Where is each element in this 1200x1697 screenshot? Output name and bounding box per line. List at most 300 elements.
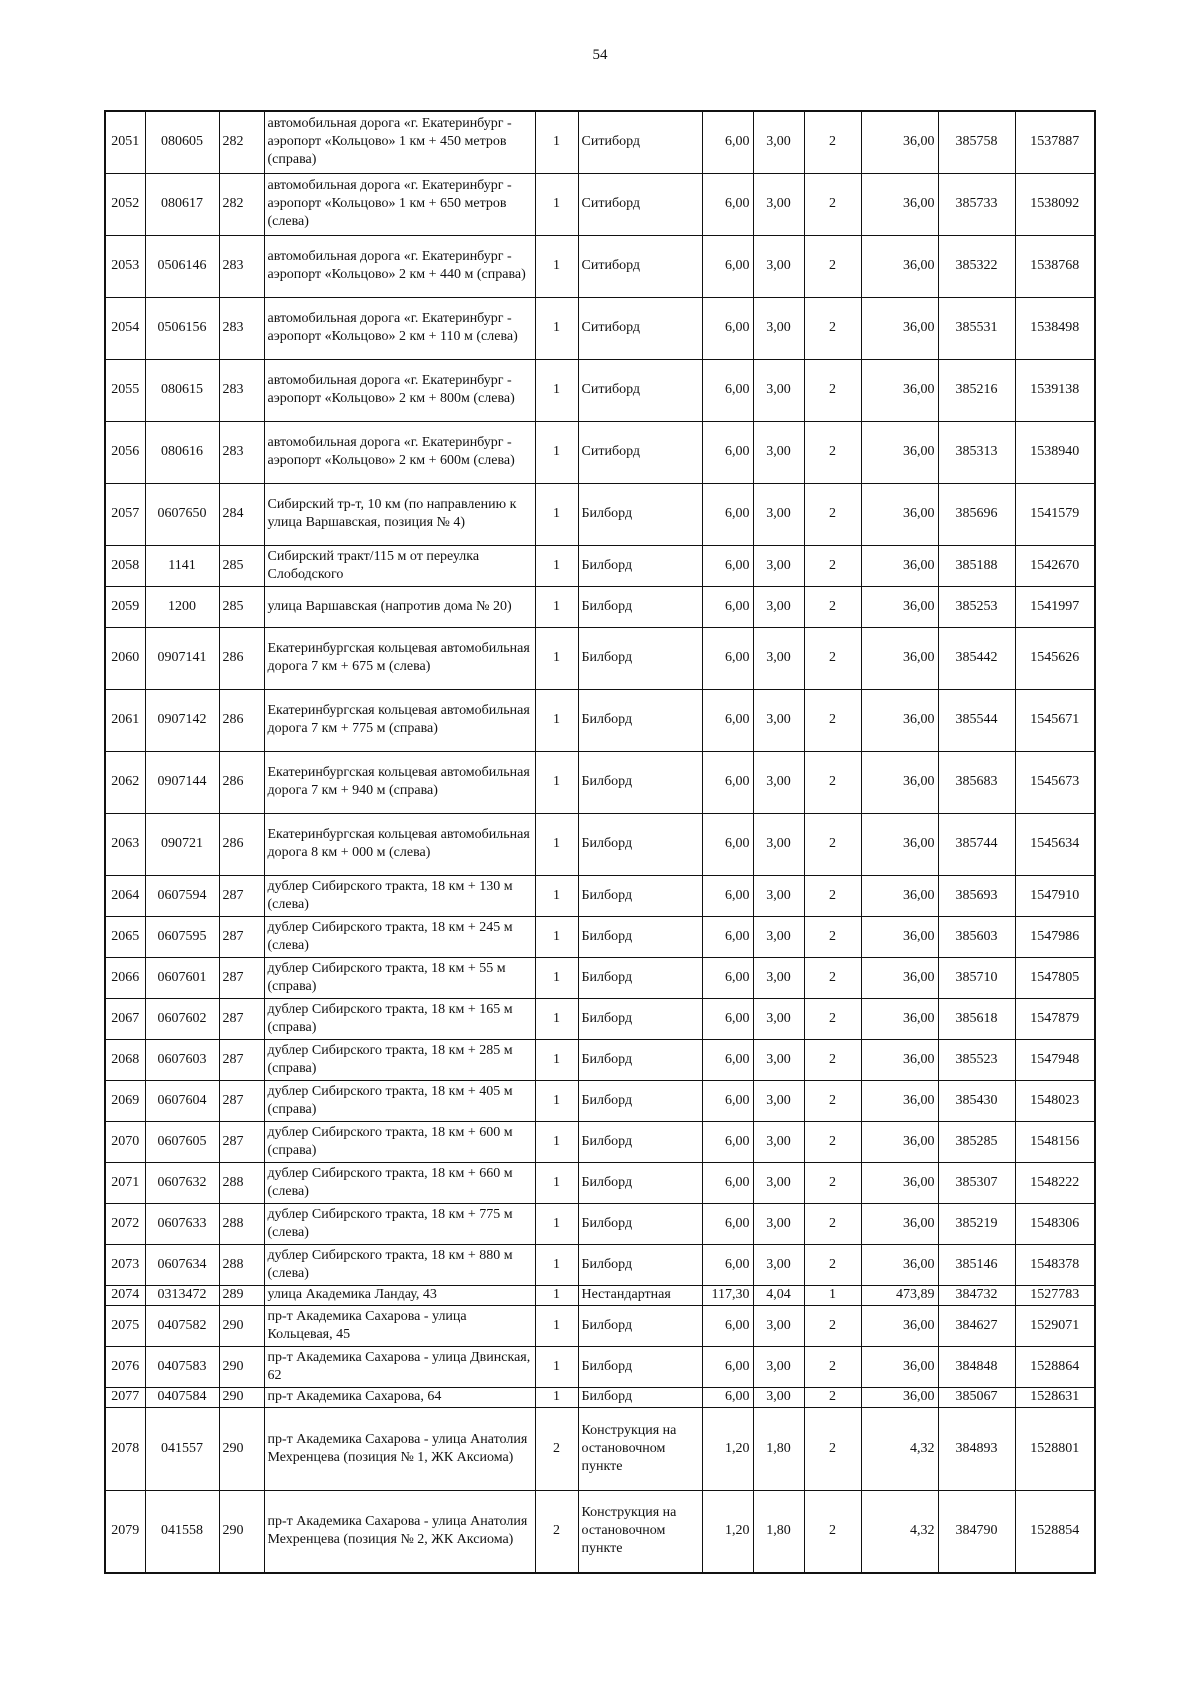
height-cell: 1,80 (753, 1490, 804, 1573)
row-number-cell: 2053 (105, 235, 145, 297)
type-cell: Билборд (578, 689, 702, 751)
table-row (105, 173, 1095, 235)
area-cell: 36,00 (861, 586, 938, 627)
coord-y-cell: 1547879 (1015, 998, 1095, 1039)
sides-cell: 2 (804, 483, 861, 545)
row-number-cell: 2069 (105, 1080, 145, 1121)
width-cell: 6,00 (702, 1244, 753, 1285)
sides-cell: 2 (804, 421, 861, 483)
code-cell: 1141 (145, 545, 219, 586)
sides-cell: 2 (804, 1346, 861, 1387)
table-row (105, 1244, 1095, 1285)
table-row (105, 1407, 1095, 1490)
coord-x-cell: 385710 (938, 957, 1015, 998)
quantity-cell: 1 (535, 1080, 578, 1121)
height-cell: 3,00 (753, 1244, 804, 1285)
address-cell: Сибирский тракт/115 м от переулка Слободского (264, 545, 535, 586)
height-cell: 3,00 (753, 875, 804, 916)
coord-y-cell: 1548222 (1015, 1162, 1095, 1203)
code-cell: 0607601 (145, 957, 219, 998)
height-cell: 3,00 (753, 545, 804, 586)
quantity-cell: 1 (535, 916, 578, 957)
address-cell: Екатеринбургская кольцевая автомобильная дорога 7 км + 775 м (справа) (264, 689, 535, 751)
table-row (105, 689, 1095, 751)
coord-y-cell: 1547805 (1015, 957, 1095, 998)
coord-y-cell: 1545673 (1015, 751, 1095, 813)
zone-cell: 288 (219, 1162, 264, 1203)
coord-y-cell: 1528854 (1015, 1490, 1095, 1573)
height-cell: 3,00 (753, 359, 804, 421)
quantity-cell: 1 (535, 545, 578, 586)
coord-y-cell: 1547910 (1015, 875, 1095, 916)
coord-x-cell: 385430 (938, 1080, 1015, 1121)
table-row (105, 875, 1095, 916)
row-number-cell: 2074 (105, 1285, 145, 1305)
coord-y-cell: 1548156 (1015, 1121, 1095, 1162)
code-cell: 0506156 (145, 297, 219, 359)
width-cell: 6,00 (702, 483, 753, 545)
coord-y-cell: 1548378 (1015, 1244, 1095, 1285)
area-cell: 36,00 (861, 111, 938, 173)
height-cell: 3,00 (753, 751, 804, 813)
zone-cell: 287 (219, 998, 264, 1039)
quantity-cell: 1 (535, 173, 578, 235)
zone-cell: 290 (219, 1346, 264, 1387)
row-number-cell: 2056 (105, 421, 145, 483)
coord-x-cell: 385603 (938, 916, 1015, 957)
table-row (105, 1039, 1095, 1080)
row-number-cell: 2073 (105, 1244, 145, 1285)
address-cell: Екатеринбургская кольцевая автомобильная дорога 7 км + 675 м (слева) (264, 627, 535, 689)
address-cell: автомобильная дорога «г. Екатеринбург - аэропорт «Кольцово» 2 км + 440 м (справа) (264, 235, 535, 297)
area-cell: 36,00 (861, 751, 938, 813)
area-cell: 36,00 (861, 813, 938, 875)
table-row (105, 1285, 1095, 1305)
type-cell: Билборд (578, 916, 702, 957)
address-cell: улица Академика Ландау, 43 (264, 1285, 535, 1305)
coord-x-cell: 385313 (938, 421, 1015, 483)
type-cell: Билборд (578, 545, 702, 586)
sides-cell: 2 (804, 627, 861, 689)
row-number-cell: 2068 (105, 1039, 145, 1080)
row-number-cell: 2064 (105, 875, 145, 916)
area-cell: 36,00 (861, 1203, 938, 1244)
quantity-cell: 1 (535, 1285, 578, 1305)
quantity-cell: 1 (535, 483, 578, 545)
width-cell: 6,00 (702, 957, 753, 998)
coord-y-cell: 1545634 (1015, 813, 1095, 875)
zone-cell: 290 (219, 1490, 264, 1573)
type-cell: Ситиборд (578, 173, 702, 235)
sides-cell: 2 (804, 1305, 861, 1346)
coord-x-cell: 385693 (938, 875, 1015, 916)
address-cell: пр-т Академика Сахарова - улица Анатолия Мехренцева (позиция № 1, ЖК Аксиома) (264, 1407, 535, 1490)
coord-y-cell: 1529071 (1015, 1305, 1095, 1346)
zone-cell: 286 (219, 627, 264, 689)
code-cell: 0607603 (145, 1039, 219, 1080)
width-cell: 6,00 (702, 173, 753, 235)
height-cell: 3,00 (753, 421, 804, 483)
coord-x-cell: 385253 (938, 586, 1015, 627)
area-cell: 4,32 (861, 1490, 938, 1573)
row-number-cell: 2071 (105, 1162, 145, 1203)
row-number-cell: 2065 (105, 916, 145, 957)
zone-cell: 282 (219, 111, 264, 173)
zone-cell: 287 (219, 1080, 264, 1121)
zone-cell: 283 (219, 297, 264, 359)
zone-cell: 287 (219, 916, 264, 957)
area-cell: 36,00 (861, 957, 938, 998)
address-cell: пр-т Академика Сахарова, 64 (264, 1387, 535, 1407)
address-cell: дублер Сибирского тракта, 18 км + 245 м (слева) (264, 916, 535, 957)
zone-cell: 290 (219, 1407, 264, 1490)
table-row (105, 1080, 1095, 1121)
type-cell: Ситиборд (578, 297, 702, 359)
area-cell: 36,00 (861, 1080, 938, 1121)
code-cell: 0607602 (145, 998, 219, 1039)
quantity-cell: 1 (535, 1162, 578, 1203)
code-cell: 0607594 (145, 875, 219, 916)
sides-cell: 1 (804, 1285, 861, 1305)
table-row (105, 1203, 1095, 1244)
address-cell: автомобильная дорога «г. Екатеринбург - аэропорт «Кольцово» 2 км + 110 м (слева) (264, 297, 535, 359)
height-cell: 3,00 (753, 1305, 804, 1346)
sides-cell: 2 (804, 1244, 861, 1285)
type-cell: Билборд (578, 813, 702, 875)
type-cell: Ситиборд (578, 235, 702, 297)
row-number-cell: 2058 (105, 545, 145, 586)
coord-x-cell: 385188 (938, 545, 1015, 586)
address-cell: дублер Сибирского тракта, 18 км + 165 м (справа) (264, 998, 535, 1039)
code-cell: 080617 (145, 173, 219, 235)
coord-x-cell: 385146 (938, 1244, 1015, 1285)
type-cell: Конструкция на остановочном пункте (578, 1490, 702, 1573)
type-cell: Билборд (578, 1203, 702, 1244)
quantity-cell: 1 (535, 1305, 578, 1346)
width-cell: 6,00 (702, 111, 753, 173)
table-row (105, 1490, 1095, 1573)
zone-cell: 284 (219, 483, 264, 545)
code-cell: 0907141 (145, 627, 219, 689)
address-cell: дублер Сибирского тракта, 18 км + 55 м (справа) (264, 957, 535, 998)
coord-x-cell: 385544 (938, 689, 1015, 751)
width-cell: 6,00 (702, 1162, 753, 1203)
coord-x-cell: 384848 (938, 1346, 1015, 1387)
code-cell: 090721 (145, 813, 219, 875)
row-number-cell: 2075 (105, 1305, 145, 1346)
coord-x-cell: 385531 (938, 297, 1015, 359)
table-row (105, 359, 1095, 421)
area-cell: 36,00 (861, 297, 938, 359)
row-number-cell: 2076 (105, 1346, 145, 1387)
area-cell: 36,00 (861, 916, 938, 957)
table-row (105, 1346, 1095, 1387)
type-cell: Билборд (578, 1244, 702, 1285)
height-cell: 3,00 (753, 813, 804, 875)
height-cell: 3,00 (753, 1080, 804, 1121)
table-row (105, 998, 1095, 1039)
coord-y-cell: 1542670 (1015, 545, 1095, 586)
coord-y-cell: 1528631 (1015, 1387, 1095, 1407)
zone-cell: 283 (219, 359, 264, 421)
width-cell: 6,00 (702, 1121, 753, 1162)
quantity-cell: 1 (535, 359, 578, 421)
width-cell: 6,00 (702, 813, 753, 875)
address-cell: пр-т Академика Сахарова - улица Кольцевая, 45 (264, 1305, 535, 1346)
sides-cell: 2 (804, 998, 861, 1039)
sides-cell: 2 (804, 173, 861, 235)
sides-cell: 2 (804, 1121, 861, 1162)
quantity-cell: 1 (535, 751, 578, 813)
coord-x-cell: 385442 (938, 627, 1015, 689)
area-cell: 36,00 (861, 421, 938, 483)
row-number-cell: 2070 (105, 1121, 145, 1162)
address-cell: автомобильная дорога «г. Екатеринбург - аэропорт «Кольцово» 2 км + 800м (слева) (264, 359, 535, 421)
sides-cell: 2 (804, 813, 861, 875)
table-row (105, 483, 1095, 545)
zone-cell: 288 (219, 1203, 264, 1244)
row-number-cell: 2072 (105, 1203, 145, 1244)
width-cell: 6,00 (702, 1039, 753, 1080)
sides-cell: 2 (804, 1162, 861, 1203)
coord-x-cell: 385285 (938, 1121, 1015, 1162)
address-cell: дублер Сибирского тракта, 18 км + 600 м (справа) (264, 1121, 535, 1162)
type-cell: Нестандартная (578, 1285, 702, 1305)
zone-cell: 286 (219, 813, 264, 875)
quantity-cell: 1 (535, 421, 578, 483)
code-cell: 080615 (145, 359, 219, 421)
address-cell: автомобильная дорога «г. Екатеринбург - аэропорт «Кольцово» 1 км + 450 метров (справа) (264, 111, 535, 173)
coord-y-cell: 1541997 (1015, 586, 1095, 627)
table-row (105, 235, 1095, 297)
code-cell: 0907144 (145, 751, 219, 813)
coord-x-cell: 385618 (938, 998, 1015, 1039)
area-cell: 36,00 (861, 1244, 938, 1285)
coord-x-cell: 385744 (938, 813, 1015, 875)
table-row (105, 813, 1095, 875)
quantity-cell: 2 (535, 1407, 578, 1490)
table-row (105, 1162, 1095, 1203)
address-cell: пр-т Академика Сахарова - улица Двинская, 62 (264, 1346, 535, 1387)
area-cell: 36,00 (861, 545, 938, 586)
coord-x-cell: 385683 (938, 751, 1015, 813)
area-cell: 473,89 (861, 1285, 938, 1305)
sides-cell: 2 (804, 916, 861, 957)
code-cell: 0607595 (145, 916, 219, 957)
address-cell: дублер Сибирского тракта, 18 км + 660 м (слева) (264, 1162, 535, 1203)
zone-cell: 285 (219, 586, 264, 627)
quantity-cell: 1 (535, 957, 578, 998)
area-cell: 36,00 (861, 627, 938, 689)
row-number-cell: 2062 (105, 751, 145, 813)
code-cell: 041558 (145, 1490, 219, 1573)
type-cell: Ситиборд (578, 421, 702, 483)
width-cell: 6,00 (702, 235, 753, 297)
zone-cell: 287 (219, 1121, 264, 1162)
table-row (105, 916, 1095, 957)
area-cell: 36,00 (861, 1162, 938, 1203)
sides-cell: 2 (804, 111, 861, 173)
code-cell: 0407582 (145, 1305, 219, 1346)
code-cell: 041557 (145, 1407, 219, 1490)
quantity-cell: 1 (535, 235, 578, 297)
sides-cell: 2 (804, 297, 861, 359)
table-row (105, 751, 1095, 813)
height-cell: 3,00 (753, 1121, 804, 1162)
type-cell: Билборд (578, 483, 702, 545)
code-cell: 0506146 (145, 235, 219, 297)
table-row (105, 957, 1095, 998)
coord-y-cell: 1527783 (1015, 1285, 1095, 1305)
type-cell: Билборд (578, 1346, 702, 1387)
table-row (105, 1387, 1095, 1407)
area-cell: 36,00 (861, 689, 938, 751)
width-cell: 6,00 (702, 998, 753, 1039)
sides-cell: 2 (804, 1203, 861, 1244)
coord-y-cell: 1541579 (1015, 483, 1095, 545)
height-cell: 3,00 (753, 235, 804, 297)
quantity-cell: 1 (535, 875, 578, 916)
height-cell: 1,80 (753, 1407, 804, 1490)
coord-y-cell: 1538768 (1015, 235, 1095, 297)
zone-cell: 287 (219, 875, 264, 916)
height-cell: 3,00 (753, 998, 804, 1039)
type-cell: Билборд (578, 875, 702, 916)
table-row (105, 1305, 1095, 1346)
row-number-cell: 2051 (105, 111, 145, 173)
height-cell: 3,00 (753, 627, 804, 689)
coord-y-cell: 1539138 (1015, 359, 1095, 421)
code-cell: 0313472 (145, 1285, 219, 1305)
coord-x-cell: 384732 (938, 1285, 1015, 1305)
width-cell: 6,00 (702, 1080, 753, 1121)
type-cell: Билборд (578, 1387, 702, 1407)
height-cell: 3,00 (753, 1162, 804, 1203)
area-cell: 4,32 (861, 1407, 938, 1490)
quantity-cell: 1 (535, 627, 578, 689)
height-cell: 3,00 (753, 689, 804, 751)
area-cell: 36,00 (861, 1387, 938, 1407)
quantity-cell: 1 (535, 813, 578, 875)
sides-cell: 2 (804, 875, 861, 916)
quantity-cell: 1 (535, 1346, 578, 1387)
height-cell: 3,00 (753, 173, 804, 235)
page-number: 54 (592, 47, 608, 63)
area-cell: 36,00 (861, 173, 938, 235)
quantity-cell: 1 (535, 586, 578, 627)
sides-cell: 2 (804, 545, 861, 586)
coord-y-cell: 1538940 (1015, 421, 1095, 483)
area-cell: 36,00 (861, 483, 938, 545)
code-cell: 0607605 (145, 1121, 219, 1162)
zone-cell: 290 (219, 1305, 264, 1346)
coord-y-cell: 1547948 (1015, 1039, 1095, 1080)
coord-y-cell: 1548306 (1015, 1203, 1095, 1244)
height-cell: 3,00 (753, 916, 804, 957)
code-cell: 080616 (145, 421, 219, 483)
address-cell: Екатеринбургская кольцевая автомобильная дорога 8 км + 000 м (слева) (264, 813, 535, 875)
address-cell: дублер Сибирского тракта, 18 км + 285 м (справа) (264, 1039, 535, 1080)
row-number-cell: 2078 (105, 1407, 145, 1490)
width-cell: 6,00 (702, 875, 753, 916)
quantity-cell: 1 (535, 111, 578, 173)
coord-x-cell: 385733 (938, 173, 1015, 235)
row-number-cell: 2066 (105, 957, 145, 998)
width-cell: 6,00 (702, 586, 753, 627)
coord-x-cell: 385523 (938, 1039, 1015, 1080)
sides-cell: 2 (804, 689, 861, 751)
quantity-cell: 1 (535, 1203, 578, 1244)
address-cell: дублер Сибирского тракта, 18 км + 880 м (слева) (264, 1244, 535, 1285)
table-row (105, 297, 1095, 359)
code-cell: 0407584 (145, 1387, 219, 1407)
zone-cell: 283 (219, 421, 264, 483)
quantity-cell: 1 (535, 689, 578, 751)
height-cell: 3,00 (753, 1387, 804, 1407)
code-cell: 1200 (145, 586, 219, 627)
area-cell: 36,00 (861, 359, 938, 421)
quantity-cell: 2 (535, 1490, 578, 1573)
quantity-cell: 1 (535, 1244, 578, 1285)
coord-y-cell: 1538092 (1015, 173, 1095, 235)
zone-cell: 287 (219, 957, 264, 998)
coord-x-cell: 384893 (938, 1407, 1015, 1490)
code-cell: 0607634 (145, 1244, 219, 1285)
quantity-cell: 1 (535, 297, 578, 359)
address-cell: Екатеринбургская кольцевая автомобильная дорога 7 км + 940 м (справа) (264, 751, 535, 813)
width-cell: 6,00 (702, 1346, 753, 1387)
sides-cell: 2 (804, 751, 861, 813)
height-cell: 3,00 (753, 957, 804, 998)
type-cell: Билборд (578, 957, 702, 998)
address-cell: дублер Сибирского тракта, 18 км + 130 м (слева) (264, 875, 535, 916)
row-number-cell: 2055 (105, 359, 145, 421)
width-cell: 6,00 (702, 297, 753, 359)
width-cell: 6,00 (702, 545, 753, 586)
type-cell: Билборд (578, 998, 702, 1039)
coord-x-cell: 385696 (938, 483, 1015, 545)
sides-cell: 2 (804, 1387, 861, 1407)
registry-table (104, 110, 1096, 1574)
height-cell: 3,00 (753, 297, 804, 359)
width-cell: 1,20 (702, 1407, 753, 1490)
type-cell: Билборд (578, 1039, 702, 1080)
width-cell: 6,00 (702, 751, 753, 813)
row-number-cell: 2059 (105, 586, 145, 627)
quantity-cell: 1 (535, 1039, 578, 1080)
coord-y-cell: 1545671 (1015, 689, 1095, 751)
coord-y-cell: 1548023 (1015, 1080, 1095, 1121)
area-cell: 36,00 (861, 1346, 938, 1387)
zone-cell: 282 (219, 173, 264, 235)
width-cell: 6,00 (702, 421, 753, 483)
sides-cell: 2 (804, 1490, 861, 1573)
area-cell: 36,00 (861, 1039, 938, 1080)
table-row (105, 586, 1095, 627)
height-cell: 3,00 (753, 483, 804, 545)
height-cell: 4,04 (753, 1285, 804, 1305)
sides-cell: 2 (804, 1407, 861, 1490)
zone-cell: 283 (219, 235, 264, 297)
coord-x-cell: 385322 (938, 235, 1015, 297)
quantity-cell: 1 (535, 1387, 578, 1407)
sides-cell: 2 (804, 957, 861, 998)
address-cell: автомобильная дорога «г. Екатеринбург - аэропорт «Кольцово» 1 км + 650 метров (слева) (264, 173, 535, 235)
zone-cell: 290 (219, 1387, 264, 1407)
row-number-cell: 2061 (105, 689, 145, 751)
row-number-cell: 2057 (105, 483, 145, 545)
type-cell: Билборд (578, 1162, 702, 1203)
